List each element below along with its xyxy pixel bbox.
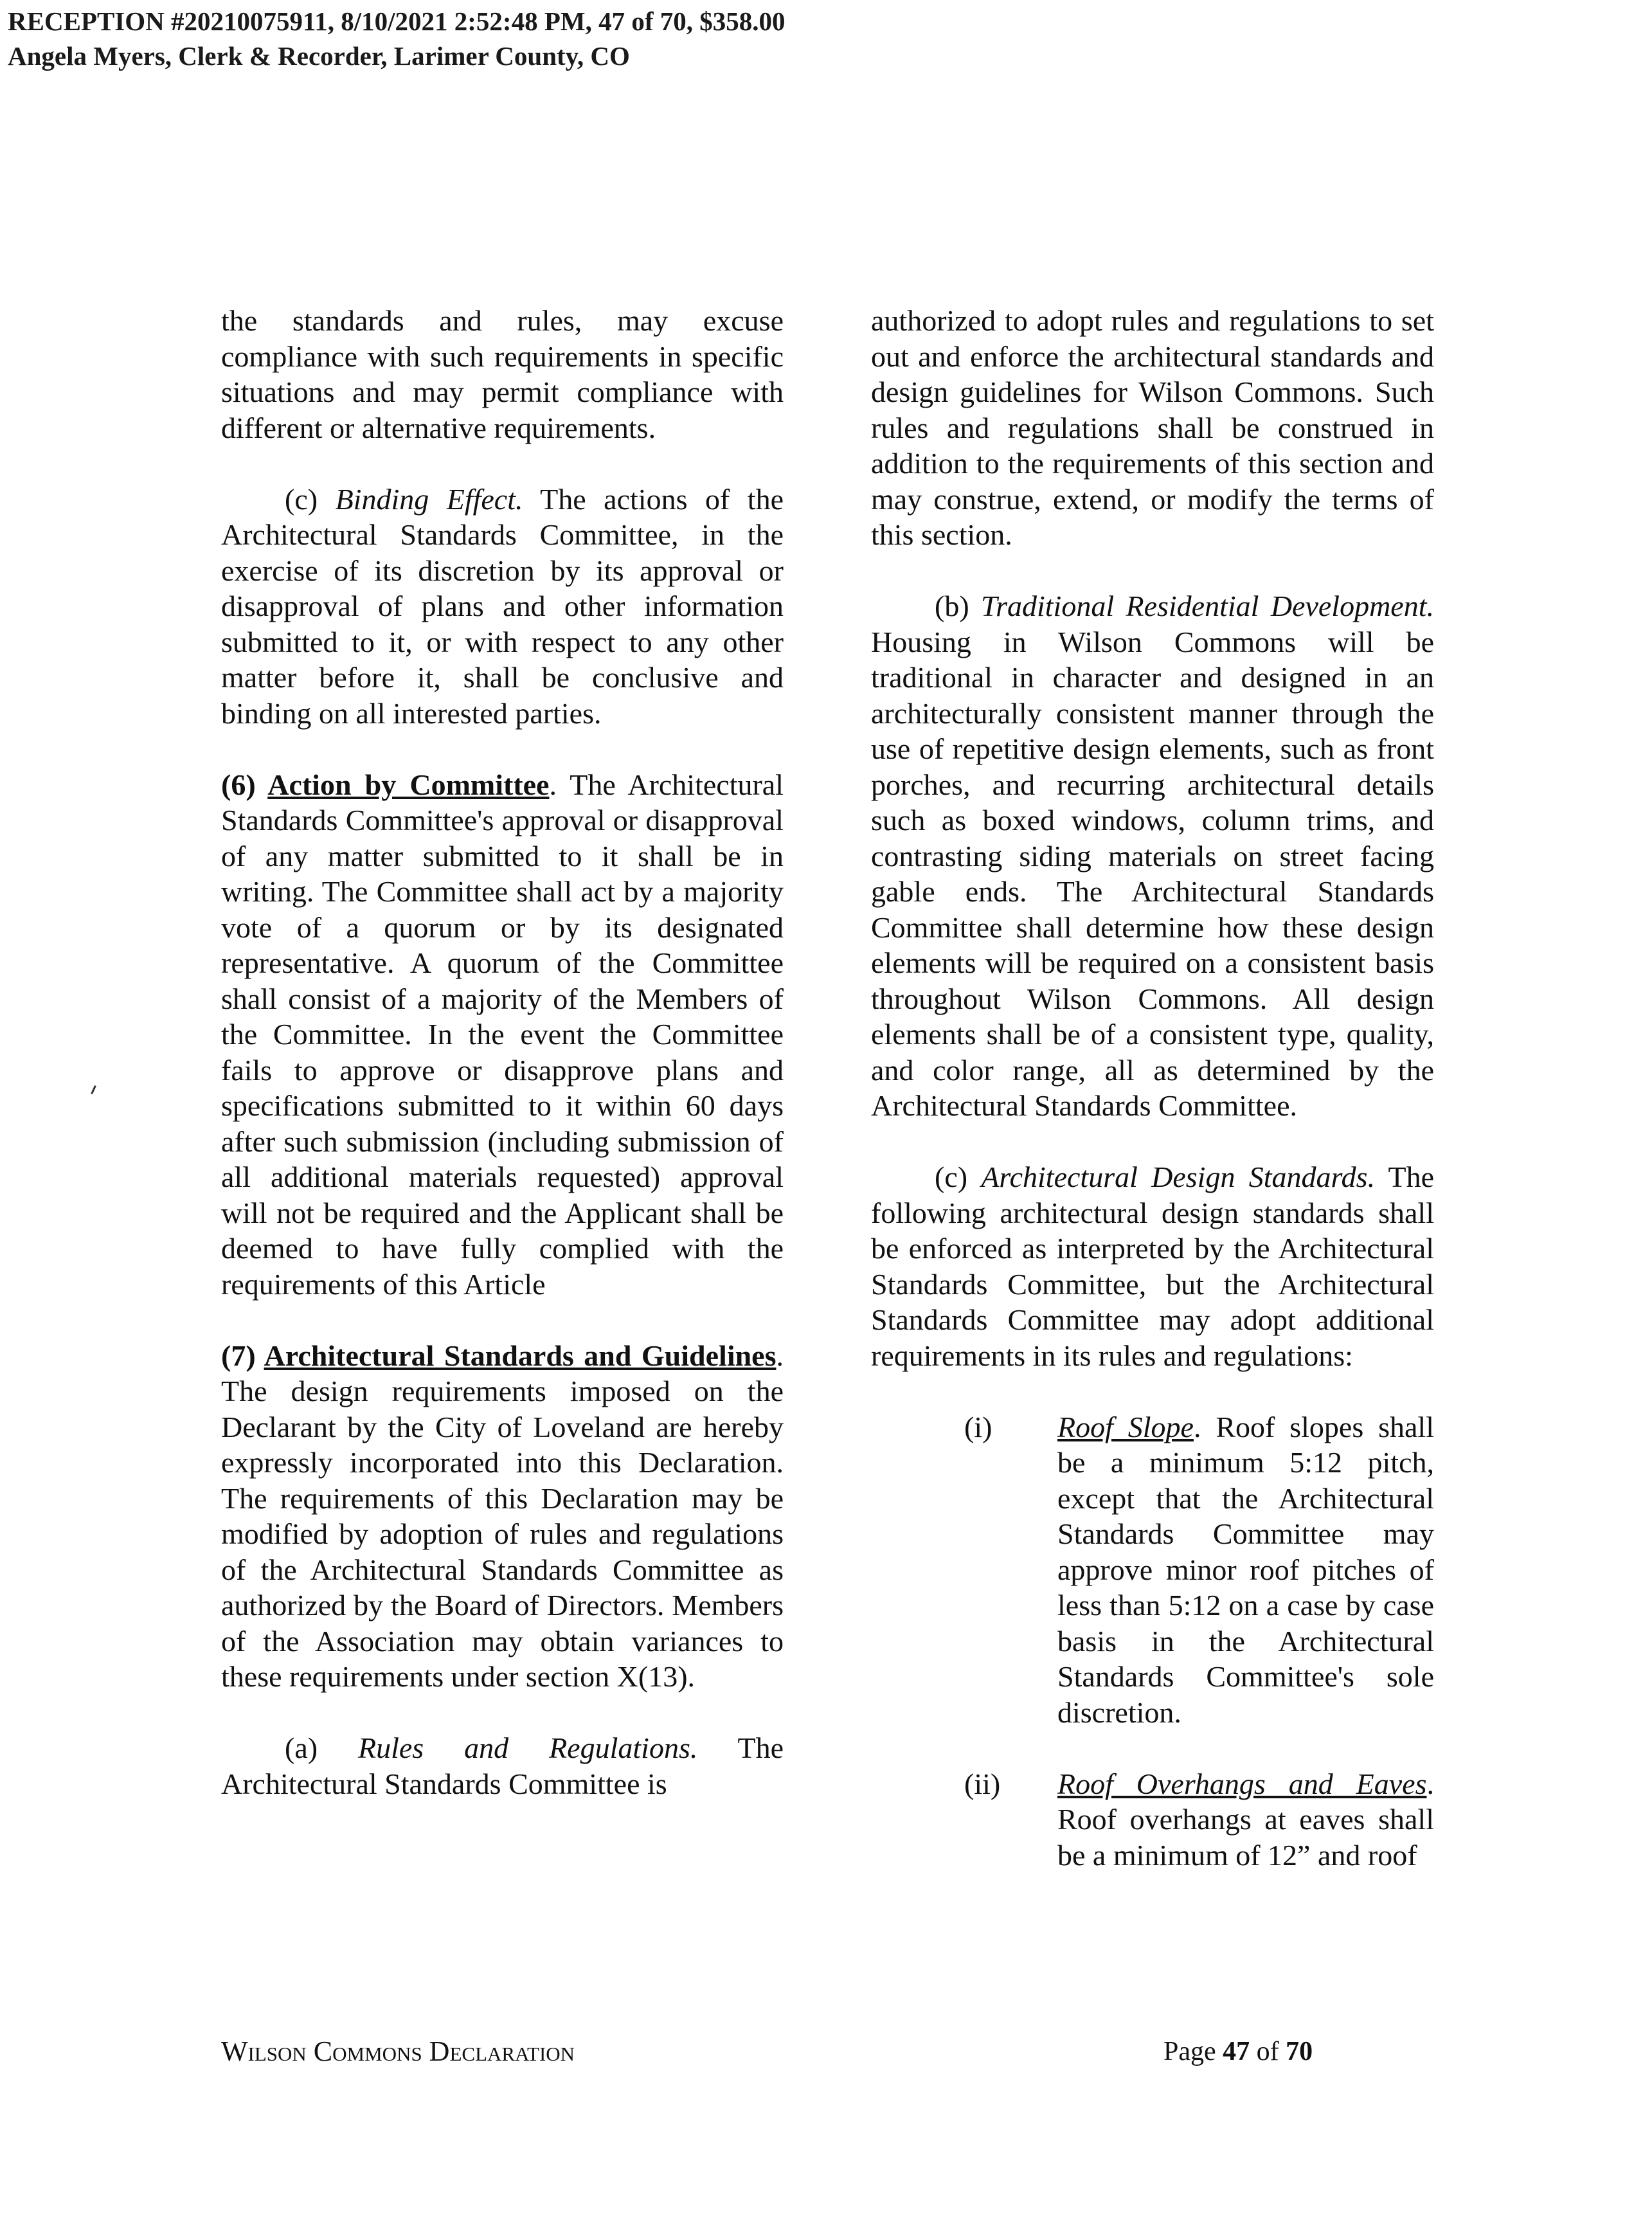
- page-prefix: Page: [1163, 2037, 1223, 2066]
- page-current: 47: [1223, 2037, 1250, 2066]
- footer-document-title: Wilson Commons Declaration: [221, 2036, 575, 2067]
- paragraph-heading: Architectural Design Standards.: [981, 1161, 1376, 1193]
- paragraph-traditional-residential: [871, 588, 1434, 1124]
- list-item-roof-overhangs: [964, 1766, 1434, 1874]
- list-item-body: [1057, 1766, 1434, 1874]
- right-column: [871, 303, 1434, 1909]
- section-number: (6): [221, 768, 268, 801]
- paragraph-label: (c): [285, 482, 336, 516]
- paragraph-text: The Architectural Standards Committee is: [221, 1731, 784, 1800]
- paragraph-rules-and-regulations: [221, 1730, 784, 1802]
- list-item-text: . Roof slopes shall be a minimum 5:12 pitch, except that the Architectural Standards Committee may approve minor roof pitches of less than 5:12 on a case by case basis in the Architectural Standards Committee's sole discretion.: [1057, 1410, 1434, 1729]
- paragraph-rules-continued: authorized to adopt rules and regulations to set out and enforce the architectural standards and design guidelines for Wilson Commons. Such rules and regulations shall be construed in addition to the requirements of this section and may construe, extend, or modify the terms of this section.: [871, 304, 1434, 551]
- list-item-number: (ii): [964, 1767, 1001, 1800]
- paragraph-label: (b): [935, 590, 982, 622]
- list-item-number: (i): [964, 1410, 992, 1443]
- paragraph-heading: Traditional Residential Development.: [981, 590, 1434, 622]
- section-number: (7): [221, 1339, 264, 1372]
- page-of: of: [1250, 2037, 1286, 2066]
- paragraph-text: Housing in Wilson Commons will be traditional in character and designed in an architecturally consistent manner through the use of repetitive design elements, such as front porches, and recurring architectural details such as boxed windows, column trims, and contrasting siding materials on street facing gable ends. The Architectural Standards Committee shall determine how these design elements will be required on a consistent basis throughout Wilson Commons. All design elements shall be of a consistent type, quality, and color range, all as determined by the Architectural Standards Committee.: [871, 625, 1434, 1122]
- paragraph-label: (a): [285, 1731, 358, 1764]
- recording-stamp-line-1: RECEPTION #20210075911, 8/10/2021 2:52:48 PM, 47 of 70, $358.00: [8, 6, 786, 36]
- section-heading: Architectural Standards and Guidelines: [264, 1339, 777, 1372]
- paragraph-heading: Binding Effect.: [335, 482, 523, 516]
- section-text: . The design requirements imposed on the Declarant by the City of Loveland are hereby expressly incorporated into this Declaration. The requirements of this Declaration may be modified by adoption of rules and regulations of the Architectural Standards Committee as authorized by the Board of Directors. Members of the Association may obtain variances to these requirements under section X(13).: [221, 1339, 784, 1693]
- paragraph-heading: Rules and Regulations.: [358, 1731, 698, 1764]
- page-total: 70: [1286, 2037, 1313, 2066]
- stray-pen-mark: [91, 1085, 96, 1094]
- paragraph-binding-effect: [221, 482, 784, 732]
- section-text: . The Architectural Standards Committee's approval or disapproval of any matter submitted to it shall be in writing. The Committee shall act by a majority vote of a quorum or by its designated representative. A quorum of the Committee shall consist of a majority of the Members of the Committee. In the event the Committee fails to approve or disapprove plans and specifications submitted to it within 60 days after such submission (including submission of all additional materials requested) approval will not be required and the Applicant shall be deemed to have fully complied with the requirements of this Article: [221, 768, 784, 1301]
- paragraph-label: (c): [935, 1161, 982, 1193]
- footer-page-number: [1163, 2036, 1313, 2068]
- recording-stamp-line-2: Angela Myers, Clerk & Recorder, Larimer County, CO: [8, 41, 630, 71]
- paragraph-standards-continued: the standards and rules, may excuse compliance with such requirements in specific situations and may permit compliance with different or alternative requirements.: [221, 304, 784, 444]
- recording-stamp: [8, 4, 785, 73]
- paragraph-design-standards: [871, 1159, 1434, 1373]
- list-item-heading: Roof Overhangs and Eaves: [1057, 1767, 1427, 1800]
- section-6-action-by-committee: [221, 767, 784, 1303]
- list-item-heading: Roof Slope: [1057, 1410, 1194, 1443]
- list-item-text: . Roof overhangs at eaves shall be a minimum of 12” and roof: [1057, 1767, 1434, 1872]
- list-item-body: [1057, 1409, 1434, 1731]
- left-column: [221, 303, 784, 1838]
- section-7-architectural-standards: [221, 1338, 784, 1695]
- paragraph-text: The actions of the Architectural Standards Committee, in the exercise of its discretion by its approval or disapproval of plans and other information submitted to it, or with respect to any other matter before it, shall be conclusive and binding on all interested parties.: [221, 482, 784, 730]
- section-heading: Action by Committee: [267, 768, 550, 801]
- list-item-roof-slope: [964, 1409, 1434, 1731]
- paragraph-text: The following architectural design standards shall be enforced as interpreted by the Architectural Standards Committee, but the Architectural Standards Committee may adopt additional requirements in its rules and regulations:: [871, 1161, 1435, 1372]
